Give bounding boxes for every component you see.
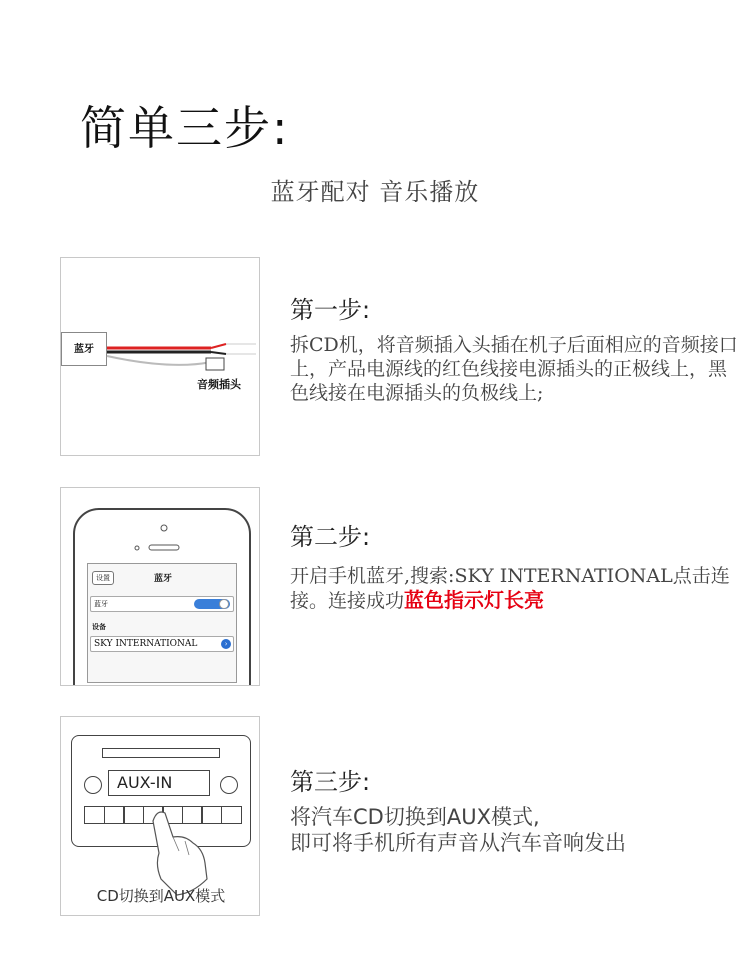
stereo-display: AUX-IN (108, 770, 210, 796)
bluetooth-row-label: 蓝牙 (94, 600, 108, 608)
audio-plug-label: 音频插头 (197, 378, 241, 391)
device-name: SKY INTERNATIONAL (94, 639, 198, 649)
step2-text (290, 564, 745, 613)
phone-speaker-icon (75, 510, 253, 570)
step3-title: 第三步: (290, 768, 371, 796)
chevron-right-icon: › (221, 639, 231, 649)
step2-title: 第二步: (290, 523, 371, 551)
settings-back-button[interactable]: 设置 (92, 571, 114, 585)
page-title: 简单三步: (80, 101, 290, 155)
step2-highlight: 蓝色指示灯长亮 (404, 588, 545, 612)
step3-illustration (60, 716, 260, 916)
phone-screen (87, 563, 237, 683)
step3-text: 将汽车CD切换到AUX模式, 即可将手机所有声音从汽车音响发出 (290, 805, 626, 855)
bluetooth-toggle-row[interactable] (90, 596, 234, 612)
bluetooth-module: 蓝牙 (61, 332, 107, 366)
device-row[interactable] (90, 636, 234, 652)
toggle-knob (219, 599, 229, 609)
screen-title: 蓝牙 (153, 574, 172, 584)
page-subtitle: 蓝牙配对 音乐播放 (270, 178, 480, 206)
step2-illustration (60, 487, 260, 686)
step1-title: 第一步: (290, 296, 371, 324)
step1-illustration (60, 257, 260, 456)
step1-text: 拆CD机，将音频插入头插在机子后面相应的音频接口上，产品电源线的红色线接电源插头的正极线上，黑色线接在电源插头的负极线上; (290, 334, 738, 404)
bluetooth-toggle[interactable] (194, 599, 230, 609)
step2-text-main: 开启手机蓝牙,搜索:SKY INTERNATIONAL点击连接。连接成功 (290, 565, 730, 612)
wiring-diagram (61, 258, 260, 456)
aux-mode-caption: CD切换到AUX模式 (96, 887, 226, 905)
devices-header: 设备 (92, 623, 106, 631)
